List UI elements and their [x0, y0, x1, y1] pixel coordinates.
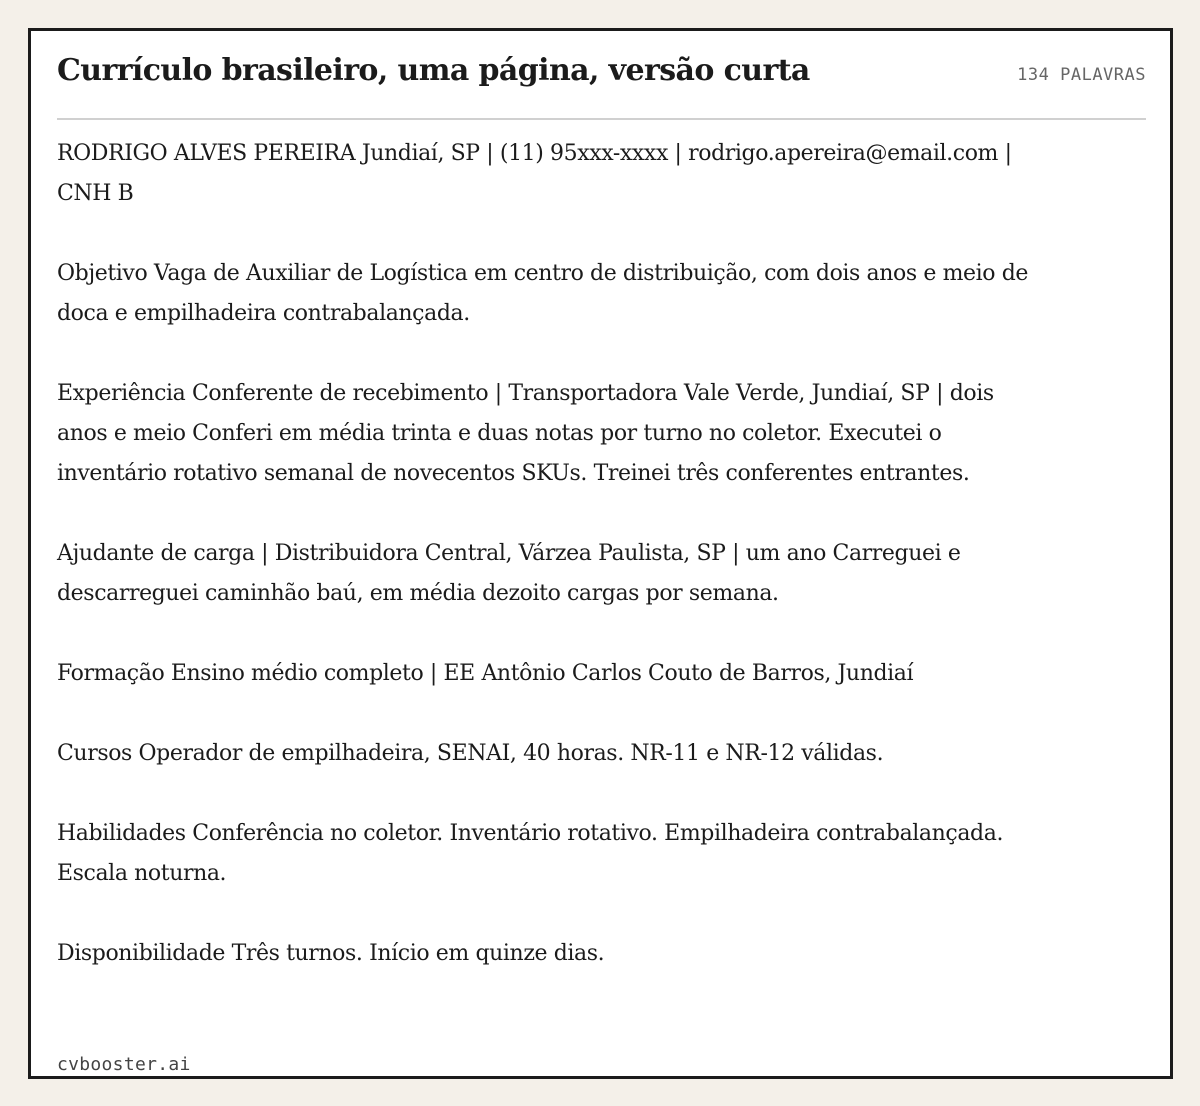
education-section: Formação Ensino médio completo | EE Antônio Carlos Couto de Barros, Jundiaí: [57, 661, 914, 686]
brand-footer: cvbooster.ai: [57, 1054, 191, 1075]
objective-section: Objetivo Vaga de Auxiliar de Logística em centro de distribuição, com dois anos e meio de doca e empilhadeira contrabalançada.: [57, 261, 1029, 326]
resume-body: [57, 134, 1047, 1014]
page-title: Currículo brasileiro, uma página, versão curta: [57, 53, 810, 88]
experience-entry-1: Experiência Conferente de recebimento | Transportadora Vale Verde, Jundiaí, SP | dois anos e meio Conferi em média trinta e duas notas por turno no coletor. Executei o inventário rotativo semanal de novecentos SKUs. Treinei três conferentes entrantes.: [57, 381, 994, 486]
experience-entry-2: Ajudante de carga | Distribuidora Central, Várzea Paulista, SP | um ano Carreguei e descarreguei caminhão baú, em média dezoito cargas por semana.: [57, 541, 961, 606]
card-header: [57, 31, 1146, 120]
word-count-badge: 134 PALAVRAS: [1017, 65, 1146, 85]
availability-section: Disponibilidade Três turnos. Início em quinze dias.: [57, 941, 605, 966]
resume-card: [28, 28, 1173, 1079]
skills-section: Habilidades Conferência no coletor. Inventário rotativo. Empilhadeira contrabalançada. Escala noturna.: [57, 821, 1004, 886]
courses-section: Cursos Operador de empilhadeira, SENAI, 40 horas. NR-11 e NR-12 válidas.: [57, 741, 884, 766]
contact-line: RODRIGO ALVES PEREIRA Jundiaí, SP | (11) 95xxx-xxxx | rodrigo.apereira@email.com | CNH B: [57, 141, 1012, 206]
